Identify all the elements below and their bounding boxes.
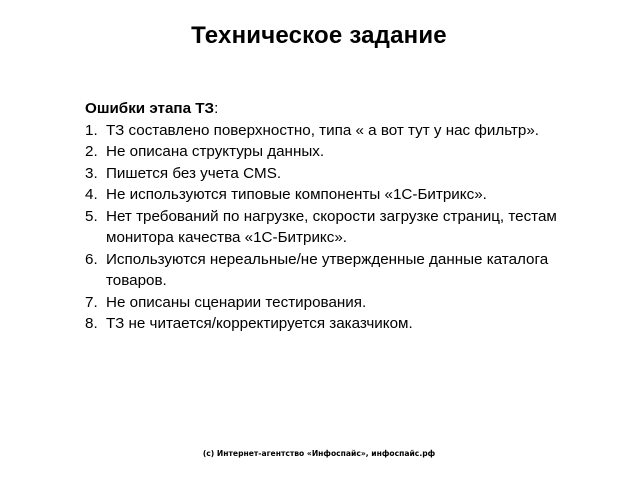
list-item-number: 8. — [85, 315, 98, 332]
section-heading-colon: : — [214, 100, 219, 117]
list-item — [85, 163, 605, 185]
errors-list — [85, 120, 605, 335]
list-item-text: Используются нереальные/не утвержденные данные каталога товаров. — [106, 250, 549, 289]
list-item — [85, 120, 605, 142]
list-item-number: 5. — [85, 207, 98, 225]
list-item-text: ТЗ не читается/корректируется заказчиком. — [106, 315, 413, 332]
list-item-text: Не используются типовые компоненты «1С-Битрикс». — [106, 186, 487, 203]
section-heading-text: Ошибки этапа ТЗ — [85, 100, 215, 117]
list-item-number: 7. — [85, 293, 98, 311]
list-item — [85, 141, 605, 163]
list-item-number: 2. — [85, 143, 98, 160]
list-item — [85, 206, 605, 249]
list-item-number: 6. — [85, 250, 98, 268]
list-item-number: 3. — [85, 164, 98, 182]
slide-title: Техническое задание — [191, 22, 447, 49]
slide-content — [85, 98, 605, 335]
list-item-number: 1. — [85, 121, 98, 139]
section-heading — [85, 98, 605, 120]
list-item — [85, 292, 605, 314]
list-item-number: 4. — [85, 186, 98, 203]
list-item-text: Не описана структуры данных. — [106, 143, 325, 160]
copyright-footer: (с) Интернет-агентство «Инфоспайс», инфоспайс.рф — [202, 449, 436, 458]
list-item-text: Нет требований по нагрузке, скорости загрузке страниц, тестам монитора качества «1С-Битрикс». — [106, 207, 557, 246]
list-item-text: Пишется без учета CMS. — [106, 164, 282, 182]
list-item — [85, 249, 605, 292]
list-item — [85, 184, 605, 206]
list-item-text: ТЗ составлено поверхностно, типа « а вот тут у нас фильтр». — [106, 121, 539, 139]
list-item — [85, 313, 605, 335]
list-item-text: Не описаны сценарии тестирования. — [106, 293, 367, 311]
